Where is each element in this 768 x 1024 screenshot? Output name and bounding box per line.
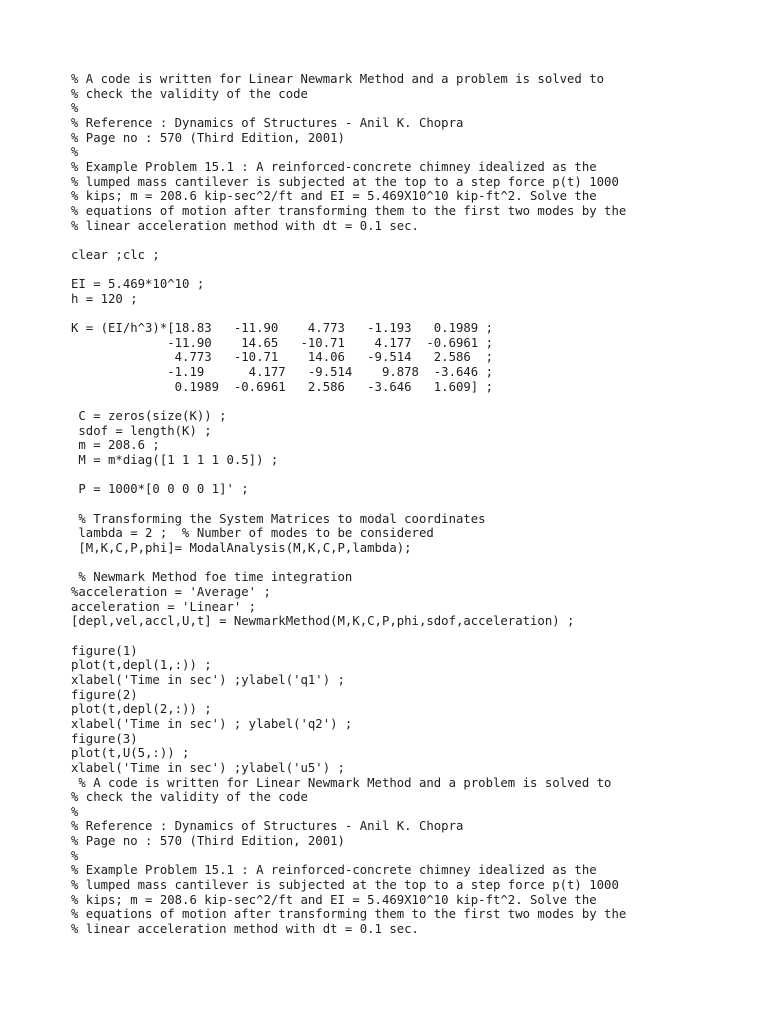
code-line: [depl,vel,accl,U,t] = NewmarkMethod(M,K,C,P,phi,sdof,acceleration) ;: [71, 614, 575, 629]
code-line: [M,K,C,P,phi]= ModalAnalysis(M,K,C,P,lambda);: [71, 541, 412, 555]
code-line: xlabel('Time in sec') ;ylabel('u5') ;: [71, 760, 345, 775]
code-line: [71, 233, 626, 248]
code-line: figure(3): [71, 731, 138, 746]
code-line: % Transforming the System Matrices to modal coordinates: [71, 511, 486, 526]
code-line: clear ;clc ;: [71, 247, 160, 262]
code-line: lambda = 2 ; % Number of modes to be considered: [71, 526, 434, 541]
code-line: %: [71, 101, 79, 116]
code-line: % linear acceleration method with dt = 0.1 sec.: [71, 922, 419, 937]
code-line: 4.773 -10.71 14.06 -9.514 2.586 ;: [71, 350, 493, 365]
code-line: figure(2): [71, 687, 138, 702]
code-line: EI = 5.469*10^10 ;: [71, 277, 205, 292]
code-line: m = 208.6 ;: [71, 438, 160, 453]
code-line: [71, 556, 626, 571]
code-line: 0.1989 -0.6961 2.586 -3.646 1.609] ;: [71, 379, 493, 394]
code-line: % linear acceleration method with dt = 0.1 sec.: [71, 218, 419, 233]
code-line: % Example Problem 15.1 : A reinforced-concrete chimney idealized as the: [71, 863, 597, 878]
code-line: xlabel('Time in sec') ;ylabel('q1') ;: [71, 672, 345, 687]
code-line: % kips; m = 208.6 kip-sec^2/ft and EI = 5.469X10^10 kip-ft^2. Solve the: [71, 189, 597, 204]
code-listing: [71, 72, 626, 937]
code-line: %: [71, 145, 79, 160]
code-line: [71, 497, 626, 512]
code-line: % equations of motion after transforming them to the first two modes by the: [71, 907, 627, 922]
code-line: xlabel('Time in sec') ; ylabel('q2') ;: [71, 716, 353, 731]
code-line: %: [71, 848, 79, 863]
code-line: % Reference : Dynamics of Structures - Anil K. Chopra: [71, 115, 464, 130]
code-line: % equations of motion after transforming them to the first two modes by the: [71, 203, 627, 218]
code-line: % check the validity of the code: [71, 790, 308, 805]
code-line: h = 120 ;: [71, 291, 138, 306]
code-line: %acceleration = 'Average' ;: [71, 584, 271, 599]
code-line: figure(1): [71, 643, 138, 658]
code-line: % Page no : 570 (Third Edition, 2001): [71, 130, 345, 145]
code-line: acceleration = 'Linear' ;: [71, 599, 257, 614]
code-line: sdof = length(K) ;: [71, 423, 212, 438]
code-line: P = 1000*[0 0 0 0 1]' ;: [71, 482, 249, 497]
code-line: [71, 468, 626, 483]
code-line: % A code is written for Linear Newmark Method and a problem is solved to: [71, 72, 605, 86]
code-line: % Example Problem 15.1 : A reinforced-concrete chimney idealized as the: [71, 159, 597, 174]
code-line: % lumped mass cantilever is subjected at the top to a step force p(t) 1000: [71, 878, 619, 893]
code-line: [71, 629, 626, 644]
code-line: %: [71, 804, 79, 819]
code-line: plot(t,depl(2,:)) ;: [71, 702, 212, 717]
code-line: % kips; m = 208.6 kip-sec^2/ft and EI = 5.469X10^10 kip-ft^2. Solve the: [71, 892, 597, 907]
code-line: % Reference : Dynamics of Structures - Anil K. Chopra: [71, 819, 464, 834]
code-line: % Newmark Method foe time integration: [71, 570, 353, 585]
code-line: % A code is written for Linear Newmark Method and a problem is solved to: [71, 775, 612, 790]
code-line: K = (EI/h^3)*[18.83 -11.90 4.773 -1.193 0.1989 ;: [71, 321, 493, 336]
code-line: plot(t,U(5,:)) ;: [71, 746, 190, 761]
code-line: % lumped mass cantilever is subjected at the top to a step force p(t) 1000: [71, 174, 619, 189]
code-line: C = zeros(size(K)) ;: [71, 409, 227, 424]
code-line: % Page no : 570 (Third Edition, 2001): [71, 834, 345, 849]
code-line: [71, 394, 626, 409]
code-line: -11.90 14.65 -10.71 4.177 -0.6961 ;: [71, 335, 493, 350]
code-line: % check the validity of the code: [71, 86, 308, 101]
code-line: M = m*diag([1 1 1 1 0.5]) ;: [71, 453, 279, 468]
code-line: plot(t,depl(1,:)) ;: [71, 658, 212, 673]
code-line: -1.19 4.177 -9.514 9.878 -3.646 ;: [71, 365, 493, 380]
code-line: [71, 263, 626, 278]
code-line: [71, 307, 626, 322]
